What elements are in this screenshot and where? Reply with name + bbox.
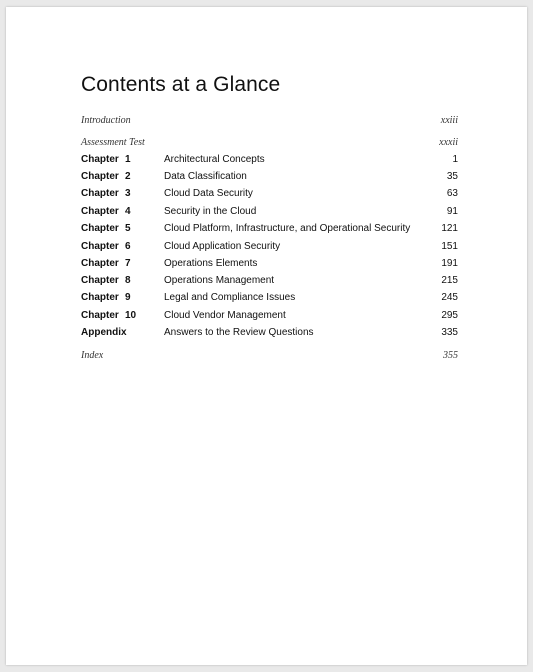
chapter-page: 295	[441, 310, 458, 321]
chapter-title: Cloud Platform, Infrastructure, and Operational Security	[164, 223, 411, 234]
chapter-title: Cloud Application Security	[164, 241, 281, 252]
chapter-label: Chapter 3	[81, 188, 131, 199]
toc-entry-page: xxxii	[439, 137, 458, 148]
toc-entry-chapter-10	[81, 310, 458, 326]
toc-entry-page: xxiii	[440, 115, 458, 126]
toc-entry-label: Introduction	[81, 115, 131, 126]
toc-entry-chapter-9	[81, 292, 458, 308]
chapter-label: Chapter 9	[81, 292, 131, 303]
chapter-page: 35	[446, 171, 458, 182]
toc-entry-page: 355	[443, 350, 458, 361]
chapter-label: Chapter 4	[81, 206, 131, 217]
chapter-page: 191	[441, 258, 458, 269]
appendix-page: 335	[441, 327, 458, 338]
toc-entry-chapter-8	[81, 275, 458, 291]
page-title: Contents at a Glance	[81, 73, 281, 96]
appendix-label: Appendix	[81, 327, 127, 338]
chapter-label: Chapter 6	[81, 241, 131, 252]
toc-entry-chapter-6	[81, 241, 458, 257]
chapter-label: Chapter 2	[81, 171, 131, 182]
toc-entry-chapter-5	[81, 223, 458, 239]
chapter-label: Chapter 1	[81, 154, 131, 165]
chapter-title: Legal and Compliance Issues	[164, 292, 296, 303]
chapter-title: Operations Elements	[164, 258, 258, 269]
chapter-title: Cloud Data Security	[164, 188, 253, 199]
toc-entry-label: Index	[81, 350, 104, 361]
toc-entry-chapter-7	[81, 258, 458, 274]
toc-entry-introduction	[81, 115, 458, 131]
chapter-page: 215	[441, 275, 458, 286]
chapter-page: 1	[452, 154, 458, 165]
toc-entry-chapter-1	[81, 154, 458, 170]
chapter-page: 91	[446, 206, 458, 217]
chapter-label: Chapter 7	[81, 258, 131, 269]
chapter-page: 245	[441, 292, 458, 303]
document-page	[6, 7, 527, 665]
chapter-page: 63	[446, 188, 458, 199]
appendix-title: Answers to the Review Questions	[164, 327, 314, 338]
toc-entry-assessment-test	[81, 137, 458, 153]
toc-entry-appendix	[81, 327, 458, 343]
chapter-label: Chapter 10	[81, 310, 137, 321]
chapter-page: 121	[441, 223, 458, 234]
chapter-title: Operations Management	[164, 275, 275, 286]
chapter-title: Data Classification	[164, 171, 247, 182]
chapter-label: Chapter 8	[81, 275, 131, 286]
toc-entry-chapter-4	[81, 206, 458, 222]
toc-entry-chapter-3	[81, 188, 458, 204]
chapter-title: Architectural Concepts	[164, 154, 265, 165]
toc-entry-index	[81, 350, 458, 366]
chapter-title: Cloud Vendor Management	[164, 310, 286, 321]
chapter-title: Security in the Cloud	[164, 206, 257, 217]
chapter-page: 151	[441, 241, 458, 252]
toc-entry-label: Assessment Test	[81, 137, 145, 148]
chapter-label: Chapter 5	[81, 223, 131, 234]
toc-entry-chapter-2	[81, 171, 458, 187]
